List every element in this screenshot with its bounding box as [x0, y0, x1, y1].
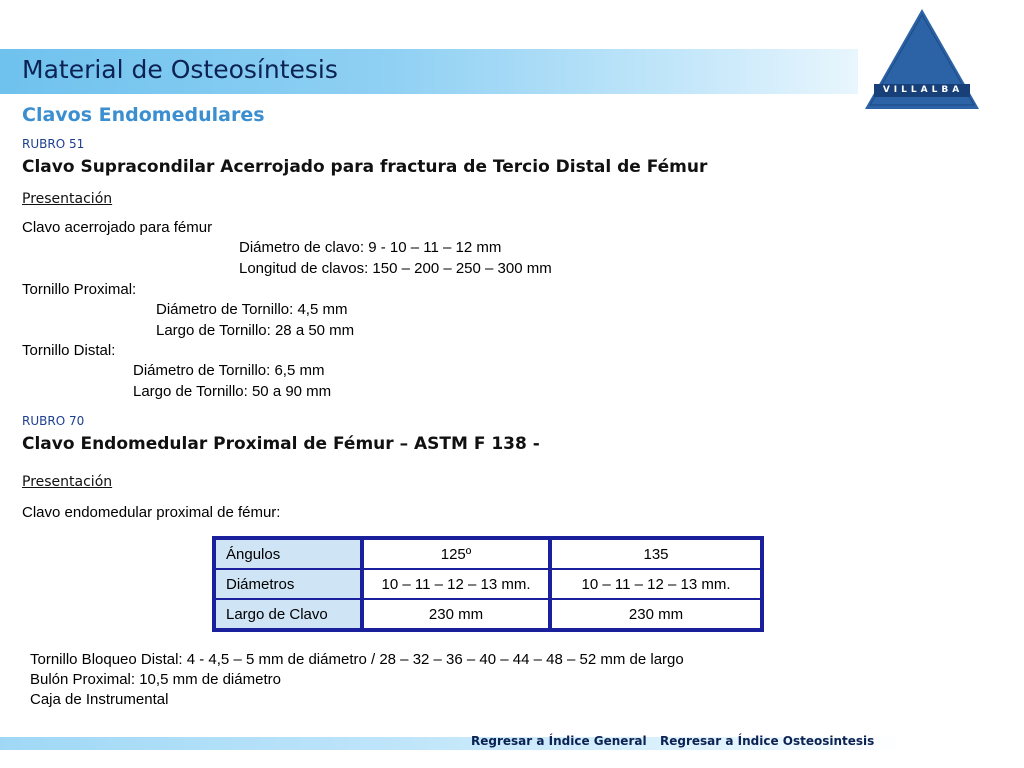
table-cell: 10 – 11 – 12 – 13 mm. [363, 569, 551, 599]
rubro-70-title: Clavo Endomedular Proximal de Fémur – ASTM F 138 - [22, 434, 540, 454]
spec-line: Bulón Proximal: 10,5 mm de diámetro [30, 671, 281, 688]
spec-line: Clavo acerrojado para fémur [22, 219, 213, 236]
back-to-osteosintesis-index-link[interactable]: Regresar a Índice Osteosintesis [660, 734, 875, 748]
section-title: Clavos Endomedulares [22, 104, 265, 126]
table-cell: 125º [363, 539, 551, 569]
spec-line: Diámetro de Tornillo: 6,5 mm [133, 362, 325, 379]
spec-table [212, 536, 764, 632]
spec-line: Longitud de clavos: 150 – 200 – 250 – 300 mm [239, 260, 552, 277]
table-row [215, 539, 761, 569]
spec-line: Caja de Instrumental [30, 691, 169, 708]
page-title: Material de Osteosíntesis [22, 55, 338, 84]
table-row-label: Diámetros [215, 569, 363, 599]
logo-text: VILLALBA [882, 85, 964, 95]
spec-line: Largo de Tornillo: 28 a 50 mm [156, 322, 355, 339]
table-row [215, 599, 761, 629]
table-cell: 135 [551, 539, 761, 569]
spec-line: Largo de Tornillo: 50 a 90 mm [133, 383, 332, 400]
spec-line: Tornillo Proximal: [22, 281, 137, 298]
table-cell: 230 mm [363, 599, 551, 629]
villalba-logo [858, 7, 984, 112]
spec-line: Diámetro de clavo: 9 - 10 – 11 – 12 mm [239, 239, 502, 256]
logo-triangle-icon [858, 7, 984, 112]
spec-line: Tornillo Bloqueo Distal: 4 - 4,5 – 5 mm de diámetro / 28 – 32 – 36 – 40 – 44 – 48 – 52 mm de largo [30, 651, 684, 668]
rubro-70-presentacion: Presentación [22, 474, 113, 490]
rubro-51-presentacion: Presentación [22, 191, 113, 207]
rubro-51-label: RUBRO 51 [22, 137, 85, 151]
back-to-general-index-link[interactable]: Regresar a Índice General [471, 734, 647, 748]
spec-line: Diámetro de Tornillo: 4,5 mm [156, 301, 348, 318]
table-row-label: Ángulos [215, 539, 363, 569]
spec-line: Clavo endomedular proximal de fémur: [22, 504, 281, 521]
rubro-51-title: Clavo Supracondilar Acerrojado para fractura de Tercio Distal de Fémur [22, 157, 708, 177]
table-cell: 230 mm [551, 599, 761, 629]
table-cell: 10 – 11 – 12 – 13 mm. [551, 569, 761, 599]
table-row-label: Largo de Clavo [215, 599, 363, 629]
spec-line: Tornillo Distal: [22, 342, 116, 359]
rubro-70-label: RUBRO 70 [22, 414, 85, 428]
table-row [215, 569, 761, 599]
